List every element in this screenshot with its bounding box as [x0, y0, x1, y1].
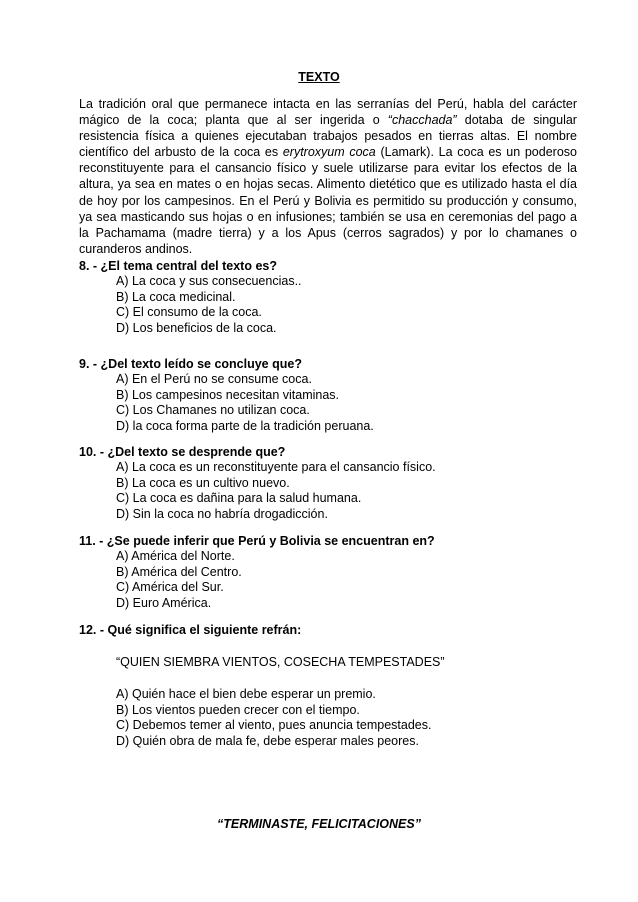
question-title: 10. - ¿Del texto se desprende que? — [79, 445, 286, 459]
closing-message: “TERMINASTE, FELICITACIONES” — [217, 817, 421, 831]
option-d: D) la coca forma parte de la tradición peruana. — [116, 418, 374, 433]
option-a: A) Quién hace el bien debe esperar un premio. — [116, 687, 376, 701]
option-list — [116, 460, 599, 522]
reading-passage — [79, 96, 577, 257]
option-list — [116, 372, 599, 434]
page-title: TEXTO — [298, 70, 340, 84]
option-c: C) El consumo de la coca. — [116, 305, 262, 320]
passage-scientific-name: erytroxyum coca — [282, 145, 376, 160]
question-title: 8. - ¿El tema central del texto es? — [79, 259, 277, 273]
question-title: 12. - Qué significa el siguiente refrán: — [79, 623, 302, 637]
option-d: D) Sin la coca no habría drogadicción. — [116, 506, 328, 521]
option-d: D) Los beneficios de la coca. — [116, 320, 277, 335]
option-b: B) La coca es un cultivo nuevo. — [116, 475, 290, 490]
question-title: 11. - ¿Se puede inferir que Perú y Bolivia se encuentran en? — [79, 534, 435, 548]
passage-text-2: dotaba de singular resistencia física a quienes ejecutaban trabajos pesados en tierras altas. El nombre científico del arbusto de la coca es — [79, 113, 577, 160]
passage-text-3: (Lamark). La coca es un poderoso reconstituyente para el cansancio físico y suele utilizarse para evitar los efectos de la altura, ya sea en mates o en hojas secas. Alimento dietético que es utilizado hasta el día de hoy por los campesinos. En el Perú y Bolivia es permitido su producción y consumo, ya sea masticando sus hojas o en infusiones; también se usa en ceremonias del pago a la Pachamama (madre tierra) y a los Apus (cerros sagrados) y por lo chamanes o curanderos andinos. — [79, 145, 577, 256]
option-c: C) América del Sur. — [116, 580, 224, 595]
option-a: A) La coca y sus consecuencias.. — [116, 274, 302, 288]
question-10 — [79, 444, 599, 522]
option-d: D) Quién obra de mala fe, debe esperar males peores. — [116, 733, 419, 748]
option-c: C) Los Chamanes no utilizan coca. — [116, 403, 310, 418]
passage-text-1: La tradición oral que permanece intacta en las serranías del Perú, habla del carácter mágico de la coca; planta que al ser ingerida o — [79, 97, 577, 128]
question-12 — [79, 622, 599, 749]
option-c: C) La coca es dañina para la salud humana. — [116, 491, 362, 506]
proverb-quote: “QUIEN SIEMBRA VIENTOS, COSECHA TEMPESTADES” — [116, 655, 445, 669]
passage-term-chacchada: “chacchada” — [387, 113, 457, 128]
option-d: D) Euro América. — [116, 595, 212, 610]
question-title: 9. - ¿Del texto leído se concluye que? — [79, 357, 302, 371]
option-b: B) Los campesinos necesitan vitaminas. — [116, 387, 340, 402]
option-c: C) Debemos temer al viento, pues anuncia tempestades. — [116, 718, 432, 733]
question-8 — [79, 258, 599, 336]
question-9 — [79, 356, 599, 434]
option-b: B) La coca medicinal. — [116, 289, 236, 304]
question-11 — [79, 533, 599, 611]
option-list — [116, 549, 599, 611]
option-a: A) La coca es un reconstituyente para el cansancio físico. — [116, 460, 436, 474]
option-list — [116, 687, 599, 749]
option-a: A) En el Perú no se consume coca. — [116, 372, 312, 386]
option-b: B) Los vientos pueden crecer con el tiempo. — [116, 702, 360, 717]
option-a: A) América del Norte. — [116, 549, 235, 563]
option-list — [116, 274, 599, 336]
option-b: B) América del Centro. — [116, 564, 242, 579]
